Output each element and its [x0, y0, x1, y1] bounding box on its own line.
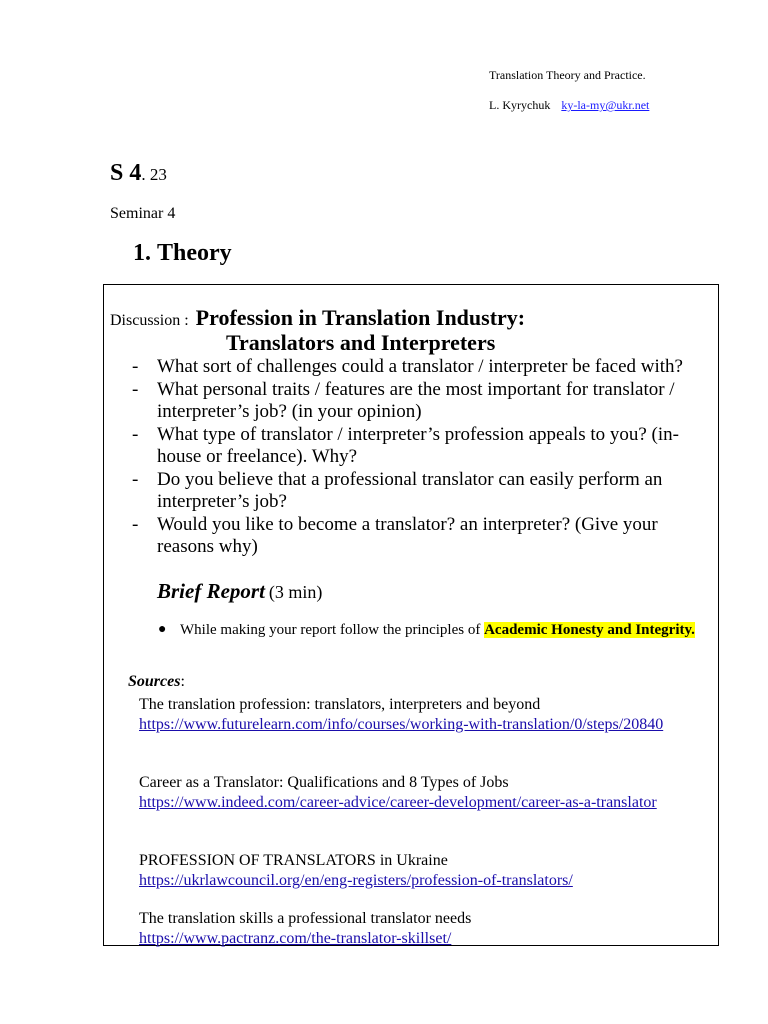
source-title: PROFESSION OF TRANSLATORS in Ukraine [139, 852, 448, 869]
brief-report-duration: (3 min) [268, 582, 323, 602]
question-text: What type of translator / interpreter’s profession appeals to you? (in-house or freelance). Why? [157, 423, 679, 467]
source-link[interactable]: https://ukrlawcouncil.org/en/eng-registers/profession-of-translators/ [139, 872, 573, 889]
discussion-title-line2: Translators and Interpreters [226, 330, 496, 355]
list-item [126, 469, 716, 514]
question-text: Would you like to become a translator? an interpreter? (Give your reasons why) [157, 513, 658, 557]
question-list [126, 356, 716, 559]
discussion-box [103, 284, 719, 946]
section-number: 1. [133, 240, 151, 266]
list-item [126, 356, 716, 379]
brief-report [157, 579, 322, 604]
source-link[interactable]: https://www.indeed.com/career-advice/career-development/career-as-a-translator [139, 794, 657, 811]
source-item [139, 851, 699, 891]
discussion-heading [110, 305, 710, 355]
question-text: What sort of challenges could a translator / interpreter be faced with? [157, 356, 683, 377]
list-item [126, 514, 716, 559]
dash-marker: - [132, 423, 139, 445]
seminar-code [110, 160, 167, 187]
source-link[interactable]: https://www.pactranz.com/the-translator-skillset/ [139, 930, 452, 947]
source-link[interactable]: https://www.futurelearn.com/info/courses/working-with-translation/0/steps/20840 [139, 716, 664, 733]
dash-marker: - [132, 378, 139, 400]
report-guideline [156, 621, 740, 639]
bullet-icon: ● [158, 622, 167, 637]
source-title: The translation skills a professional translator needs [139, 910, 472, 927]
header-course: Translation Theory and Practice. [489, 68, 646, 82]
seminar-label: Seminar 4 [110, 205, 176, 222]
guideline-highlight: Academic Honesty and Integrity. [484, 622, 695, 638]
dash-marker: - [132, 356, 139, 377]
seminar-code-main: S 4 [110, 160, 142, 186]
discussion-label: Discussion : [110, 312, 189, 329]
sources-label: Sources [128, 673, 181, 690]
section-heading [133, 240, 232, 267]
source-item [139, 909, 699, 949]
header-author: L. Kyrychuk [489, 98, 551, 112]
header-email-link[interactable]: ky-la-my@ukr.net [561, 98, 650, 112]
guideline-text: While making your report follow the principles of [180, 622, 485, 638]
section-title: Theory [157, 240, 232, 266]
source-item [139, 773, 699, 813]
list-item [126, 379, 716, 424]
discussion-title-line1: Profession in Translation Industry: [195, 305, 526, 330]
brief-report-title: Brief Report [157, 579, 265, 603]
list-item [126, 424, 716, 469]
source-title: The translation profession: translators, interpreters and beyond [139, 696, 541, 713]
dash-marker: - [132, 468, 139, 490]
source-item [139, 695, 699, 735]
source-title: Career as a Translator: Qualifications and 8 Types of Jobs [139, 774, 509, 791]
dash-marker: - [132, 513, 139, 535]
seminar-code-suffix: . 23 [141, 165, 167, 184]
header-author-line [489, 98, 649, 113]
sources-heading: Sources: [128, 673, 185, 690]
question-text: What personal traits / features are the most important for translator / interpreter’s job? (in your opinion) [157, 378, 675, 422]
question-text: Do you believe that a professional translator can easily perform an interpreter’s job? [157, 468, 663, 512]
